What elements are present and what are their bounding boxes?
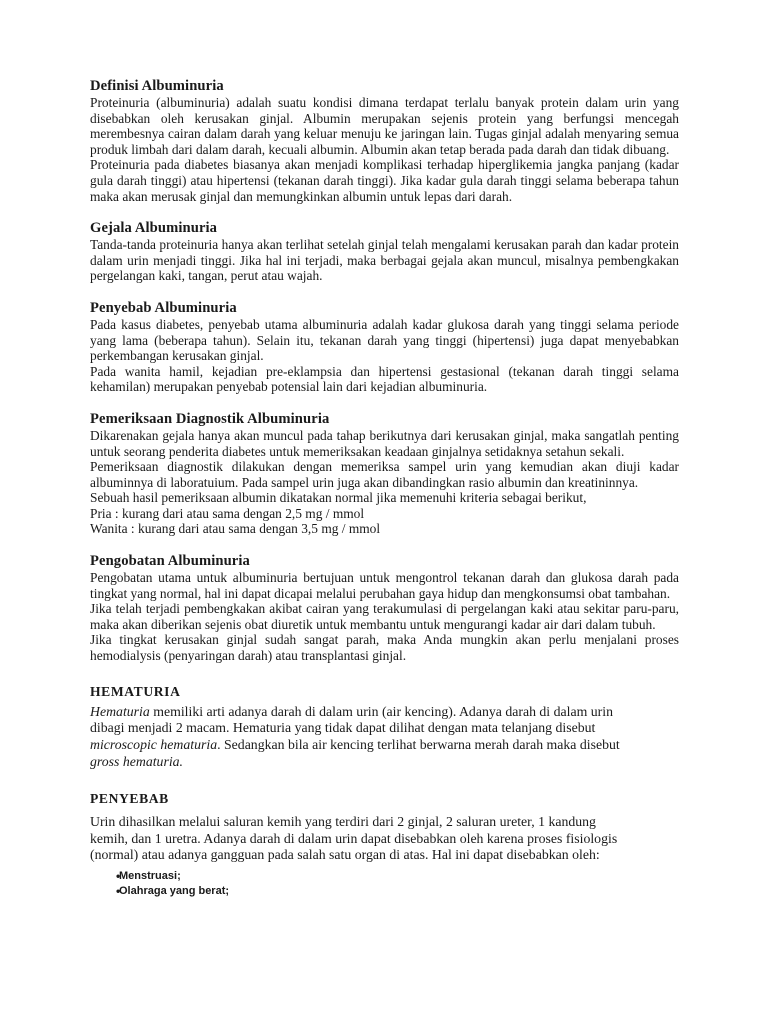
section-gejala	[90, 219, 679, 284]
paragraph: Sebuah hasil pemeriksaan albumin dikatakan normal jika memenuhi kriteria sebagai berikut,	[90, 490, 587, 506]
paragraph: Proteinuria pada diabetes biasanya akan menjadi komplikasi terhadap hiperglikemia jangka panjang (kadar gula darah tinggi) atau hipertensi (tekanan darah tinggi). Jika kadar gula darah tinggi selama beberapa tahun maka akan merusak ginjal dan memungkinkan albumin untuk lepas dari darah.	[90, 157, 679, 204]
hematuria-line-3	[90, 737, 679, 754]
hematuria-line-4	[90, 754, 679, 771]
section-penyebab	[90, 790, 679, 899]
hematuria-title: HEMATURIA	[90, 683, 181, 699]
hematuria-line-3-text: . Sedangkan bila air kencing terlihat berwarna merah darah maka disebut	[217, 737, 620, 753]
paragraph: Pengobatan utama untuk albuminuria bertujuan untuk mengontrol tekanan darah dan glukosa darah pada tingkat yang normal, hal ini dapat dicapai melalui perubahan gaya hidup dan mengkonsumsi obat tambahan.	[90, 570, 679, 601]
paragraph: Tanda-tanda proteinuria hanya akan terlihat setelah ginjal telah mengalami kerusakan parah dan kadar protein dalam urin menjadi tinggi. Jika hal ini terjadi, maka berbagai gejala akan muncul, misalnya pembengkakan pergelangan kaki, tangan, perut atau wajah.	[90, 237, 679, 284]
criteria-wanita: Wanita : kurang dari atau sama dengan 3,5 mg / mmol	[90, 521, 381, 537]
hematuria-line-2: dibagi menjadi 2 macam. Hematuria yang tidak dapat dilihat dengan mata telanjang disebut	[90, 720, 596, 736]
penyebab-title: PENYEBAB	[90, 790, 169, 806]
hematuria-line-1-text: memiliki arti adanya darah di dalam urin (air kencing). Adanya darah di dalam urin	[149, 703, 613, 719]
section-title: Gejala Albuminuria	[90, 220, 218, 237]
microscopic-term: microscopic hematuria	[90, 737, 218, 753]
paragraph: Pada kasus diabetes, penyebab utama albuminuria adalah kadar glukosa darah yang tinggi selama periode yang lama (beberapa tahun). Selain itu, tekanan darah yang tinggi (hipertensi) juga dapat menyebabkan perkembangan kerusakan ginjal.	[90, 316, 679, 364]
list-item-text: Menstruasi;	[119, 870, 181, 883]
section-title: Pengobatan Albuminuria	[90, 553, 250, 570]
paragraph: Dikarenakan gejala hanya akan muncul pada tahap berikutnya dari kerusakan ginjal, maka sangatlah penting untuk seorang penderita diabetes untuk memeriksakan keadaan ginjalnya setidaknya setahun sekali.	[90, 427, 679, 459]
penyebab-line-1: Urin dihasilkan melalui saluran kemih yang terdiri dari 2 ginjal, 2 saluran ureter, 1 kandung	[90, 813, 596, 829]
list-item-text: Olahraga yang berat;	[119, 885, 230, 898]
penyebab-line-3: (normal) atau adanya gangguan pada salah satu organ di atas. Hal ini dapat disebabkan oleh:	[90, 847, 600, 863]
paragraph: Jika telah terjadi pembengkakan akibat cairan yang terakumulasi di pergelangan kaki atau sekitar paru-paru, maka akan diberikan sejenis obat diuretik untuk membantu untuk mengurangi kadar air dari dalam tubuh.	[90, 601, 679, 632]
section-pemeriksaan	[90, 410, 679, 537]
hematuria-term: Hematuria	[90, 703, 150, 719]
paragraph: Pemeriksaan diagnostik dilakukan dengan memeriksa sampel urin yang kemudian akan diuji kadar albuminnya di laboratuium. Pada sampel urin juga akan dibandingkan rasio albumin dan kreatininnya.	[90, 459, 679, 490]
cause-list	[90, 869, 679, 899]
section-title: Definisi Albuminuria	[90, 78, 224, 94]
criteria-pria: Pria : kurang dari atau sama dengan 2,5 mg / mmol	[90, 505, 365, 521]
penyebab-line-2: kemih, dan 1 uretra. Adanya darah di dalam urin dapat disebabkan oleh karena proses fisiologis	[90, 830, 618, 846]
section-penyebab-albuminuria	[90, 299, 679, 395]
section-title: Penyebab Albuminuria	[90, 299, 237, 316]
gross-term: gross hematuria.	[90, 754, 184, 770]
section-hematuria	[90, 683, 679, 771]
list-item	[90, 869, 679, 884]
paragraph: Proteinuria (albuminuria) adalah suatu kondisi dimana terdapat terlalu banyak protein dalam urin yang disebabkan oleh kerusakan ginjal. Albumin merupakan sejenis protein yang berfungsi mencegah merembesnya cairan dalam darah yang keluar menuju ke jaringan lain. Tugas ginjal adalah menyaring semua produk limbah dari dalam darah, kecuali albumin. Albumin akan tetap berada pada darah dan tidak dibuang.	[90, 95, 679, 157]
hematuria-line-1	[90, 704, 679, 721]
paragraph: Pada wanita hamil, kejadian pre-eklampsia dan hipertensi gestasional (tekanan darah tinggi selama kehamilan) merupakan penyebab potensial lain dari kejadian albuminuria.	[90, 363, 679, 395]
section-pengobatan	[90, 552, 679, 664]
section-title: Pemeriksaan Diagnostik Albuminuria	[90, 410, 330, 427]
section-definisi	[90, 77, 679, 204]
list-item	[90, 884, 679, 899]
paragraph: Jika tingkat kerusakan ginjal sudah sangat parah, maka Anda mungkin akan perlu menjalani proses hemodialysis (penyaringan darah) atau transplantasi ginjal.	[90, 632, 679, 664]
document-page	[90, 77, 679, 899]
